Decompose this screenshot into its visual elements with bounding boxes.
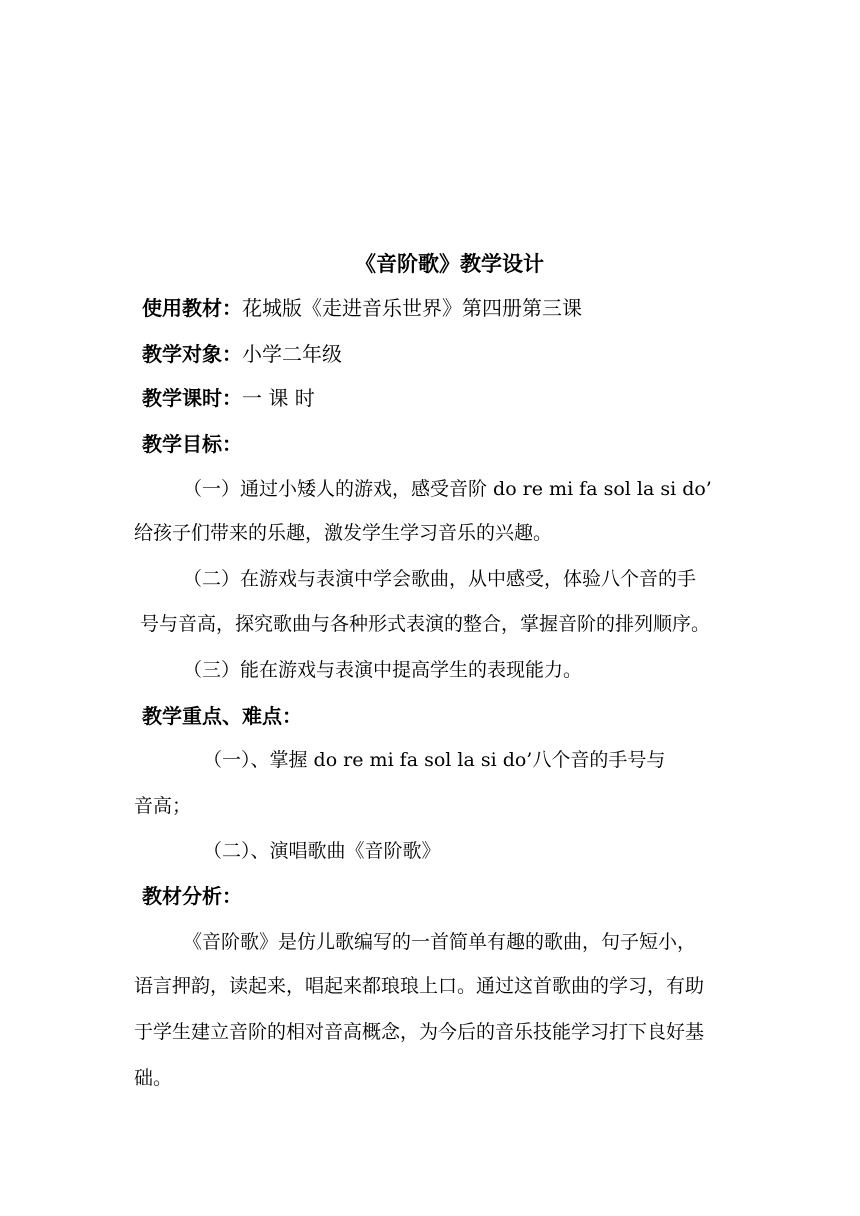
goal-1-line-1: （一）通过小矮人的游戏，感受音阶 do re mi fa sol la si do’ [183, 478, 712, 500]
period-label: 教学课时： [142, 386, 242, 410]
key-points-heading: 教学重点、难点： [142, 704, 302, 728]
document-title: 《音阶歌》教学设计 [355, 252, 544, 276]
meta-period [142, 384, 315, 412]
period-value: 一 课 时 [242, 386, 315, 410]
material-value: 花城版《走进音乐世界》第四册第三课 [242, 296, 582, 320]
goal-2-line-1: （二）在游戏与表演中学会歌曲，从中感受，体验八个音的手 [183, 568, 697, 590]
analysis-line-3: 于学生建立音阶的相对音高概念，为今后的音乐技能学习打下良好基 [134, 1021, 705, 1043]
goal-1-line-2: 给孩子们带来的乐趣，激发学生学习音乐的兴趣。 [134, 522, 553, 544]
analysis-heading: 教材分析： [142, 884, 242, 908]
meta-audience [142, 340, 342, 368]
key-point-1-line-1: （一）、掌握 do re mi fa sol la si do’八个音的手号与 [203, 749, 666, 771]
analysis-line-4: 础。 [134, 1067, 173, 1089]
audience-value: 小学二年级 [242, 342, 342, 366]
meta-material [142, 294, 582, 322]
analysis-line-1: 《音阶歌》是仿儿歌编写的一首简单有趣的歌曲，句子短小， [183, 931, 697, 953]
audience-label: 教学对象： [142, 342, 242, 366]
goals-heading: 教学目标： [142, 432, 242, 456]
goal-2-line-2: 号与音高，探究歌曲与各种形式表演的整合，掌握音阶的排列顺序。 [140, 613, 711, 635]
goal-3-line-1: （三）能在游戏与表演中提高学生的表现能力。 [183, 659, 583, 681]
material-label: 使用教材： [142, 296, 242, 320]
key-point-1-line-2: 音高； [134, 795, 192, 817]
analysis-line-2: 语言押韵，读起来，唱起来都琅琅上口。通过这首歌曲的学习，有助 [134, 975, 705, 997]
key-point-2-line-1: （二）、演唱歌曲《音阶歌》 [203, 840, 441, 862]
